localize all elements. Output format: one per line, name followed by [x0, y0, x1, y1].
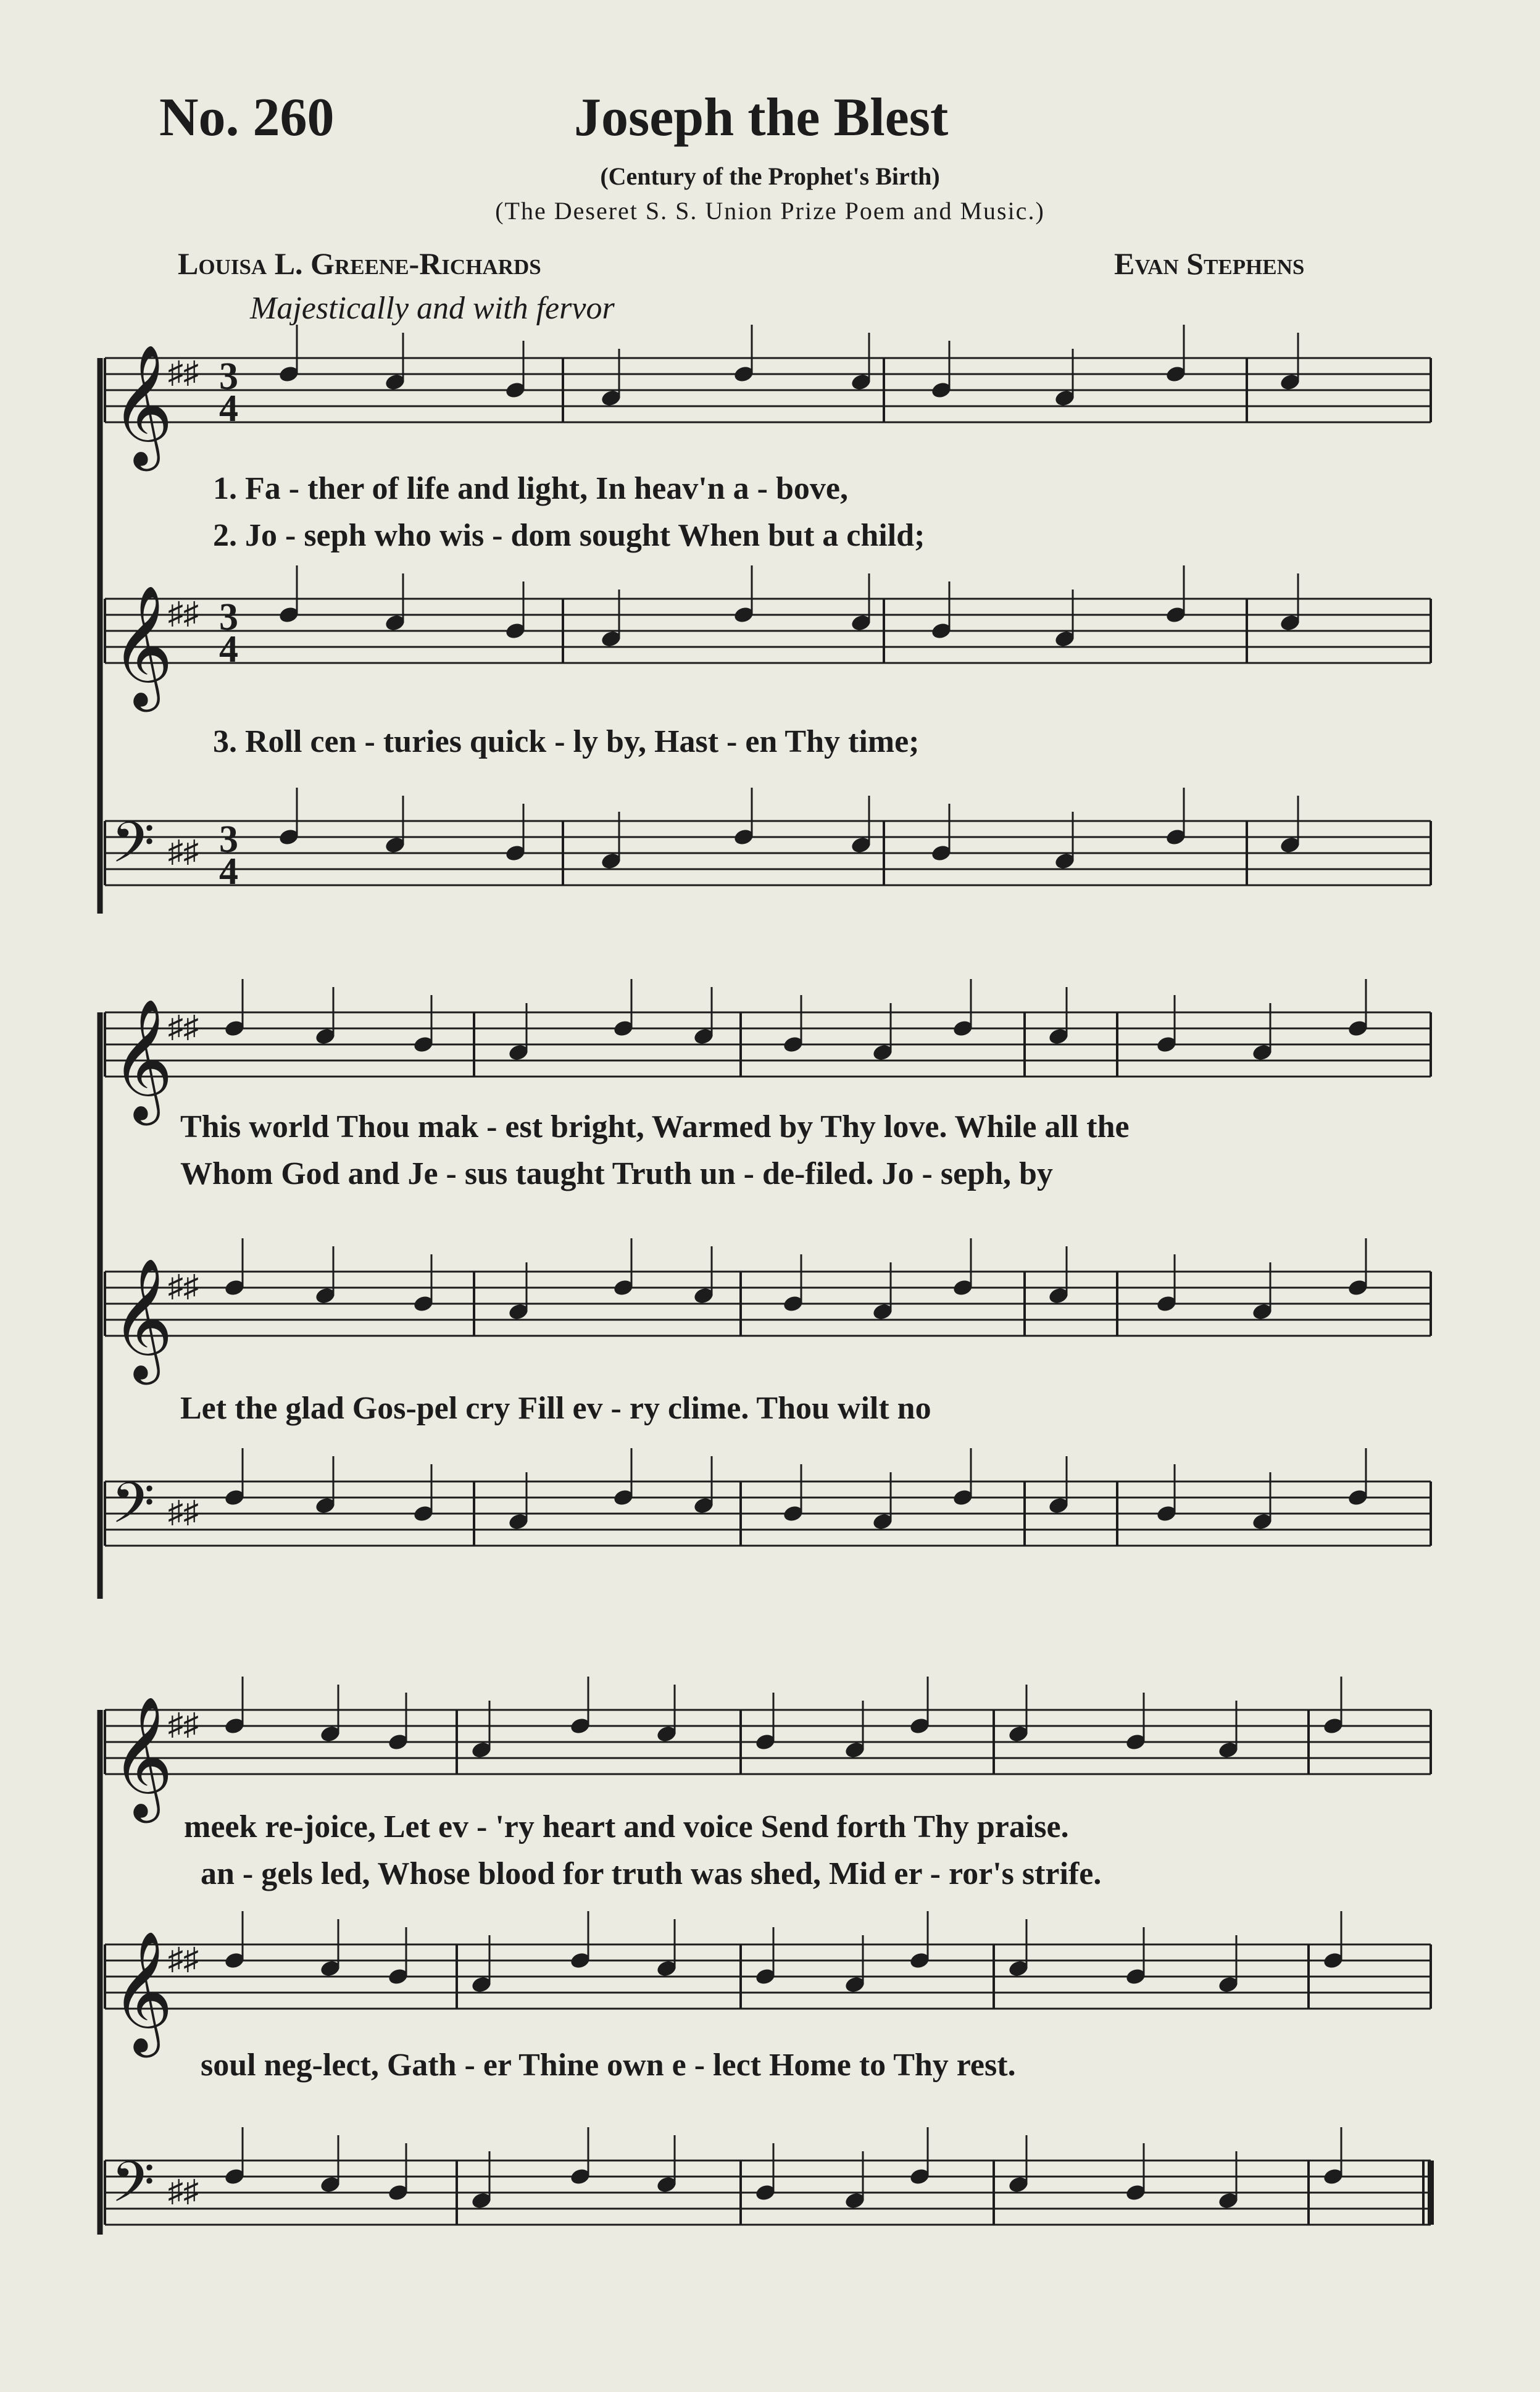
notes-3a	[223, 1677, 1344, 1759]
hymn-subtitle: (Century of the Prophet's Birth)	[600, 162, 940, 190]
lyric-line-5: Whom God and Je - sus taught Truth un - de-filed. Jo - seph, by	[180, 1156, 1053, 1191]
staff-3-treble-b	[105, 1930, 1431, 2057]
svg-text:𝄞: 𝄞	[111, 998, 173, 1120]
lyric-line-7: meek re-joice, Let ev - 'ry heart and voice Send forth Thy praise.	[184, 1809, 1069, 1844]
time-signature-3	[219, 819, 238, 893]
hymn-note: (The Deseret S. S. Union Prize Poem and Music.)	[495, 197, 1045, 225]
notes-1a	[278, 325, 1301, 407]
notes-1b	[278, 565, 1301, 648]
notes-2c	[223, 1448, 1369, 1531]
svg-text:♯♯: ♯♯	[168, 1941, 199, 1976]
svg-text:𝄞: 𝄞	[111, 344, 173, 466]
staff-3-treble-a	[105, 1696, 1431, 1823]
tempo-marking: Majestically and with fervor	[250, 291, 615, 326]
svg-text:♯♯: ♯♯	[168, 2173, 199, 2208]
svg-text:♯♯: ♯♯	[168, 596, 199, 630]
notes-3b	[223, 1911, 1344, 1994]
hymn-number: No. 260	[159, 88, 335, 148]
staff-1-treble-b	[105, 585, 1431, 712]
staff-2-treble-b	[105, 1257, 1431, 1385]
svg-text:3: 3	[219, 596, 238, 638]
svg-text:♯♯: ♯♯	[168, 1707, 199, 1741]
lyric-line-8: an - gels led, Whose blood for truth was shed, Mid er - ror's strife.	[201, 1856, 1102, 1891]
notes-2a	[223, 979, 1369, 1062]
staff-1-bass	[105, 810, 1431, 889]
svg-text:4: 4	[219, 851, 238, 893]
svg-text:♯♯: ♯♯	[168, 834, 199, 869]
lyric-line-1: 1. Fa - ther of life and light, In heav'n a - bove,	[213, 471, 848, 506]
staff-2-treble-a	[105, 998, 1431, 1125]
lyric-line-4: This world Thou mak - est bright, Warmed by Thy love. While all the	[180, 1109, 1130, 1144]
hymn-title: Joseph the Blest	[574, 88, 949, 148]
svg-text:4: 4	[219, 628, 238, 670]
staff-2-bass	[105, 1470, 1431, 1549]
svg-text:𝄢: 𝄢	[111, 1470, 155, 1549]
svg-text:𝄞: 𝄞	[111, 1257, 173, 1380]
time-signature-1	[219, 356, 238, 430]
hymn-author: Louisa L. Greene-Richards	[178, 246, 541, 281]
notes-1c	[278, 788, 1301, 870]
svg-text:3: 3	[219, 819, 238, 861]
lyric-line-6: Let the glad Gos-pel cry Fill ev - ry clime. Thou wilt no	[180, 1391, 931, 1426]
time-signature-2	[219, 596, 238, 670]
svg-text:𝄢: 𝄢	[111, 2149, 155, 2228]
svg-text:𝄞: 𝄞	[111, 585, 173, 707]
svg-text:𝄞: 𝄞	[111, 1930, 173, 2052]
staff-1-treble-a	[105, 344, 1431, 471]
notes-2b	[223, 1238, 1369, 1321]
svg-text:𝄞: 𝄞	[111, 1696, 173, 1818]
svg-text:♯♯: ♯♯	[168, 1009, 199, 1044]
lyric-line-3: 3. Roll cen - turies quick - ly by, Hast - en Thy time;	[213, 724, 920, 759]
lyric-line-2: 2. Jo - seph who wis - dom sought When but a child;	[213, 518, 925, 553]
svg-text:3: 3	[219, 356, 238, 398]
lyric-line-9: soul neg-lect, Gath - er Thine own e - lect Home to Thy rest.	[201, 2048, 1016, 2083]
svg-text:𝄢: 𝄢	[111, 810, 155, 889]
svg-text:♯♯: ♯♯	[168, 1494, 199, 1529]
hymn-composer: Evan Stephens	[1114, 246, 1305, 281]
svg-text:4: 4	[219, 388, 238, 430]
notes-3c	[223, 2127, 1344, 2210]
svg-text:♯♯: ♯♯	[168, 1269, 199, 1303]
svg-text:♯♯: ♯♯	[168, 355, 199, 390]
